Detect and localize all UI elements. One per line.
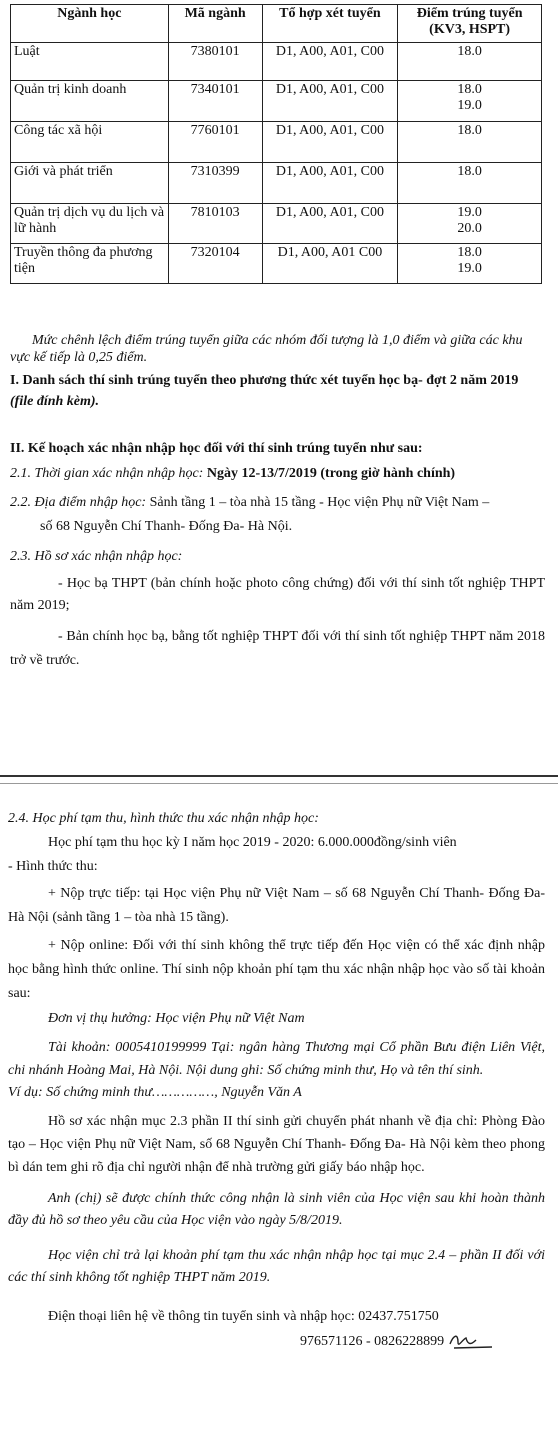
header-major: Ngành học — [11, 5, 169, 43]
handwritten-signature-icon — [448, 1332, 496, 1352]
item-2-2: 2.2. Địa điểm nhập học: Sảnh tầng 1 – tòa nhà 15 tầng - Học viện Phụ nữ Việt Nam – — [10, 495, 490, 510]
item-2-3: 2.3. Hồ sơ xác nhận nhập học: — [10, 549, 183, 564]
score-difference-note: Mức chênh lệch điểm trúng tuyển giữa các nhóm đối tượng là 1,0 điểm và giữa các khu vực kế tiếp là 0,25 điểm. — [10, 333, 523, 365]
direct-payment: + Nộp trực tiếp: tại Học viện Phụ nữ Việt Nam – số 68 Nguyễn Chí Thanh- Đống Đa- Hà Nội (sảnh tầng 1 – tòa nhà 15 tầng). — [8, 886, 545, 925]
page-2 — [0, 790, 558, 1430]
table-row: Giới và phát triển 7310399 D1, A00, A01, C00 18.0 — [11, 163, 542, 204]
item-2-3-bullet-2: - Bản chính học bạ, bằng tốt nghiệp THPT đối với thí sinh tốt nghiệp THPT năm 2018 trở về trước. — [10, 629, 545, 668]
item-2-3-bullet-1: - Học bạ THPT (bản chính hoặc photo công chứng) đối với thí sinh tốt nghiệp THPT năm 2019; — [10, 576, 545, 613]
page-break-line — [0, 775, 558, 777]
student-recognition: Anh (chị) sẽ được chính thức công nhận là sinh viên của Học viện sau khi hoàn thành đầy đủ hồ sơ theo yêu cầu của Học viện vào ngày 5/8/2019. — [8, 1191, 545, 1228]
payment-method-title: - Hình thức thu: — [8, 859, 98, 874]
bank-account: Tài khoản: 0005410199999 Tại: ngân hàng Thương mại Cổ phần Bưu điện Liên Việt, chi nhánh Hoàng Mai, Hà Nội. Nội dung ghi: Số chứng minh thư, Họ và tên thí sinh. — [8, 1040, 545, 1078]
page-break-line-secondary — [0, 783, 558, 784]
header-combo: Tổ hợp xét tuyển — [262, 5, 398, 43]
item-2-4: 2.4. Học phí tạm thu, hình thức thu xác nhận nhập học: — [8, 811, 319, 826]
admission-score-table — [10, 4, 542, 284]
beneficiary: Đơn vị thụ hưởng: Học viện Phụ nữ Việt Nam — [48, 1011, 305, 1026]
tuition-fee: Học phí tạm thu học kỳ I năm học 2019 - 2020: 6.000.000đồng/sinh viên — [48, 835, 457, 850]
item-2-2-address: số 68 Nguyễn Chí Thanh- Đống Đa- Hà Nội. — [40, 519, 293, 534]
payment-example: Ví dụ: Số chứng minh thư……………, Nguyễn Văn A — [8, 1085, 302, 1100]
section-1-title: I. Danh sách thí sinh trúng tuyển theo phương thức xét tuyển học bạ- đợt 2 năm 2019 (file đính kèm). — [10, 373, 519, 409]
table-row: Truyền thông đa phương tiện 7320104 D1, A00, A01 C00 18.0 19.0 — [11, 244, 542, 284]
table-row: Luật 7380101 D1, A00, A01, C00 18.0 — [11, 43, 542, 81]
online-payment: + Nộp online: Đối với thí sinh không thể trực tiếp đến Học viện có thể xác định nhập học bằng hình thức online. Thí sinh nộp khoản phí tạm thu xác nhận nhập học vào số tài khoản sau: — [8, 938, 545, 1001]
section-2-title: II. Kế hoạch xác nhận nhập học đối với thí sinh trúng tuyển như sau: — [10, 441, 423, 456]
table-row: Quản trị kinh doanh 7340101 D1, A00, A01, C00 18.0 19.0 — [11, 81, 542, 122]
item-2-1: 2.1. Thời gian xác nhận nhập học: Ngày 12-13/7/2019 (trong giờ hành chính) — [10, 466, 456, 481]
header-score: Điểm trúng tuyển (KV3, HSPT) — [398, 5, 542, 43]
table-row: Quản trị dịch vụ du lịch và lữ hành 7810103 D1, A00, A01, C00 19.0 20.0 — [11, 204, 542, 244]
refund-policy: Học viện chỉ trả lại khoản phí tạm thu xác nhận nhập học tại mục 2.4 – phần II đối với các thí sinh không tốt nghiệp THPT năm 2019. — [8, 1248, 545, 1285]
contact-phone: Điện thoại liên hệ về thông tin tuyển sinh và nhập học: 02437.751750 — [48, 1309, 439, 1324]
contact-phones: 976571126 - 0826228899 — [300, 1332, 500, 1352]
header-code: Mã ngành — [168, 5, 262, 43]
table-row: Công tác xã hội 7760101 D1, A00, A01, C00 18.0 — [11, 122, 542, 163]
dossier-mailing: Hồ sơ xác nhận mục 2.3 phần II thí sinh gửi chuyển phát nhanh về địa chỉ: Phòng Đào tạo – Học viện Phụ nữ Việt Nam, số 68 Nguyễn Chí Thanh- Đống Đa- Hà Nội kèm theo phong bì dán tem ghi rõ địa chỉ người nhận để nhà trường gửi giấy báo nhập học. — [8, 1114, 545, 1175]
